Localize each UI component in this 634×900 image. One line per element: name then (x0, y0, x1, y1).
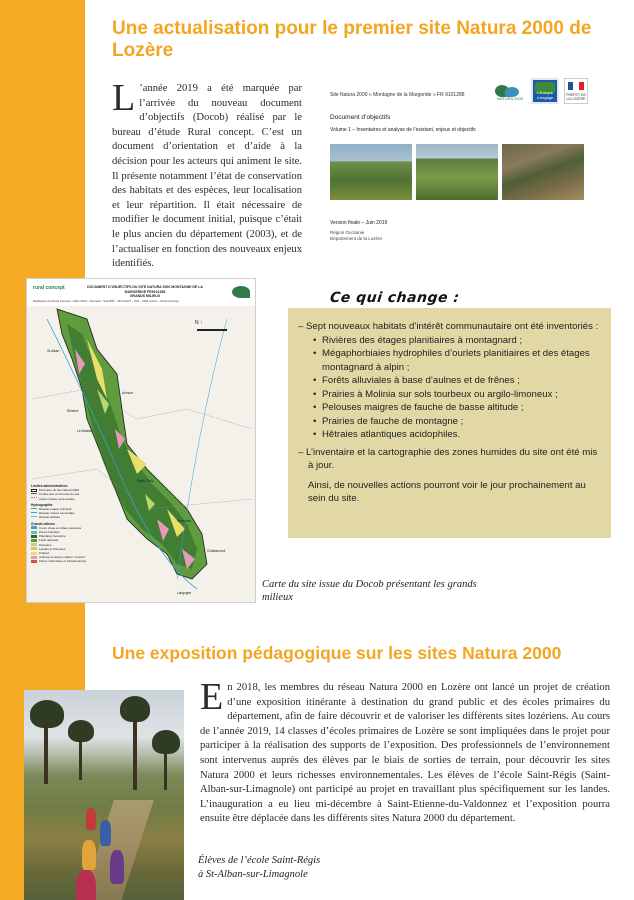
habitat-map (26, 278, 256, 603)
rural-concept-logo: rural concept (33, 285, 65, 291)
natura2000-logo: NATURA 2000 (492, 80, 526, 102)
list-item: • Prairies à Molinia sur sols tourbeux ou argilo-limoneux ; (322, 388, 601, 402)
map-place-label: Rimeize (67, 409, 79, 413)
changes-wetlands: – L’inventaire et la cartographie des zones humides du site ont été mis à jour. (298, 446, 598, 471)
map-legend: Limites administratives Périmètre du site Natura 2000 Limites des communes du site Autres limites communales Hydrographie Réseau majeur principal Réseau mineur secondaire Réseau tertiaire Grands milieux Cours d’eau et milieux associés Zones humides Plantation forestière Forêt naturelle Pelouses Landes et Pelouses Prairies Cultures et autres milieux “ouverts” Zones urbanisées et infrastructures (31, 484, 87, 564)
map-place-label: Châteauneuf (207, 549, 226, 553)
cover-photo-meadow (330, 144, 412, 200)
list-item: • Forêts alluviales à base d’aulnes et de frênes ; (322, 374, 601, 388)
intro-text: ’année 2019 a été marquée par l’arrivée du nouveau document d’objectifs (Docob) réalisé par le bureau d’étude Rural concept. C’est un document d’orientation et d’aide à la décision pour les acteurs qui animent le site. Il présente notamment l’état de conservation des habitats et des espèces, leur localisation et leur répartition. Il était nécessaire de modifier le document initial, puisque c’était le plus ancien du département (2003), et de l’actualiser en fonction des nouveaux enjeux identifiés. (112, 83, 302, 270)
habitats-list (298, 334, 601, 442)
changes-title: Ce qui change : (329, 290, 461, 306)
photo-caption: Élèves de l’école Saint-Régis à St-Alban-sur-Limagnole (198, 855, 321, 880)
list-item: • Hêtraies atlantiques acidophiles. (322, 428, 601, 442)
cover-photo-landscape (416, 144, 498, 200)
list-item: • Prairies de fauche de montagne ; (322, 415, 601, 429)
cover-footer: Région Occitanie Département de la Lozère (330, 230, 383, 241)
map-caption: Carte du site issue du Docob présentant les grands milieux (262, 579, 477, 603)
svg-text:N ↑: N ↑ (195, 320, 203, 326)
section2-title: Une exposition pédagogique sur les sites Natura 2000 (112, 643, 562, 663)
intro-dropcap: L (112, 77, 136, 119)
cover-logos (492, 78, 588, 104)
cover-header: Site Natura 2000 « Montagne de la Margeride » FR 9101288 (330, 92, 465, 98)
europe-logo: L’Europe s’engage (531, 78, 559, 104)
map-place-label: St-Alban (47, 349, 60, 353)
changes-intro: – Sept nouveaux habitats d’intérêt communautaire ont été inventoriés : (298, 321, 599, 332)
map-place-label: Aumont (122, 391, 133, 395)
changes-box (288, 308, 611, 538)
pupils-photo (24, 690, 184, 900)
section2-dropcap: E (200, 676, 224, 718)
list-item: • Pelouses maigres de fauche de basse altitude ; (322, 401, 601, 415)
map-place-label: Grandrieu (177, 519, 192, 523)
list-item: • Rivières des étages planitiaires à montagnard ; (322, 334, 601, 348)
docob-cover (312, 74, 598, 264)
cover-title: Document d’objectifs (330, 114, 391, 121)
section1-title: Une actualisation pour le premier site Natura 2000 de Lozère (112, 18, 592, 61)
map-place-label: Langogne (177, 591, 192, 595)
cover-subtitle: Volume 1 – Inventaires et analyse de l’existant, enjeux et objectifs (330, 127, 476, 133)
map-title: DOCUMENT D’OBJECTIFS DU SITE NATURA 2000 MONTAGNE DE LA MARGERIDE FR9101288 GRANDS MILIEUX (87, 285, 203, 298)
section1-intro (112, 77, 302, 272)
map-source: Réalisation par Rural Concept – Mars 2019 – Données : Scan25® – Bd Carto® – IGN – CEN Lozère – Rural Concept (33, 299, 179, 303)
changes-closing: Ainsi, de nouvelles actions pourront voir le jour prochainement au sein du site. (308, 479, 586, 504)
prefet-logo: PRÉFET DE LA LOZÈRE (564, 78, 588, 104)
map-place-label: Saint-Chély (137, 479, 154, 483)
list-item: • Mégaphorbiaies hydrophiles d’ourlets planitiaires et des étages montagnard à alpin ; (322, 347, 601, 374)
section2-text: En 2018, les membres du réseau Natura 2000 en Lozère ont lancé un projet de création d’une exposition itinérante à destination du grand public et des écoles primaires du département, afin de faire découvrir et de valoriser les différents sites lozériens. Au cours de l’année 2019, 14 classes d’écoles primaires de Lozère se sont impliquées dans le projet pour participer à la réalisation des supports de l’exposition. Des professionnels de l’environnement sont intervenus auprès des élèves par le biais de sorties de terrain, pour découvrir les sites Natura 2000 et leurs richesses environnementales. Les élèves de l’école Saint-Régis (Saint-Alban-sur-Limagnole) ont participé au projet en travaillant plus spécifiquement sur les landes. L’inauguration a eu lieu mi-décembre à Saint-Etienne-du-Valdonnez et l’exposition pourra ensuite être déplacée dans les différents sites Natura 2000 du département. (200, 676, 610, 825)
map-place-label: Le Malzieu (77, 429, 93, 433)
cover-photo-forest (502, 144, 584, 200)
cover-version: Version finale – Juin 2019 (330, 220, 388, 226)
